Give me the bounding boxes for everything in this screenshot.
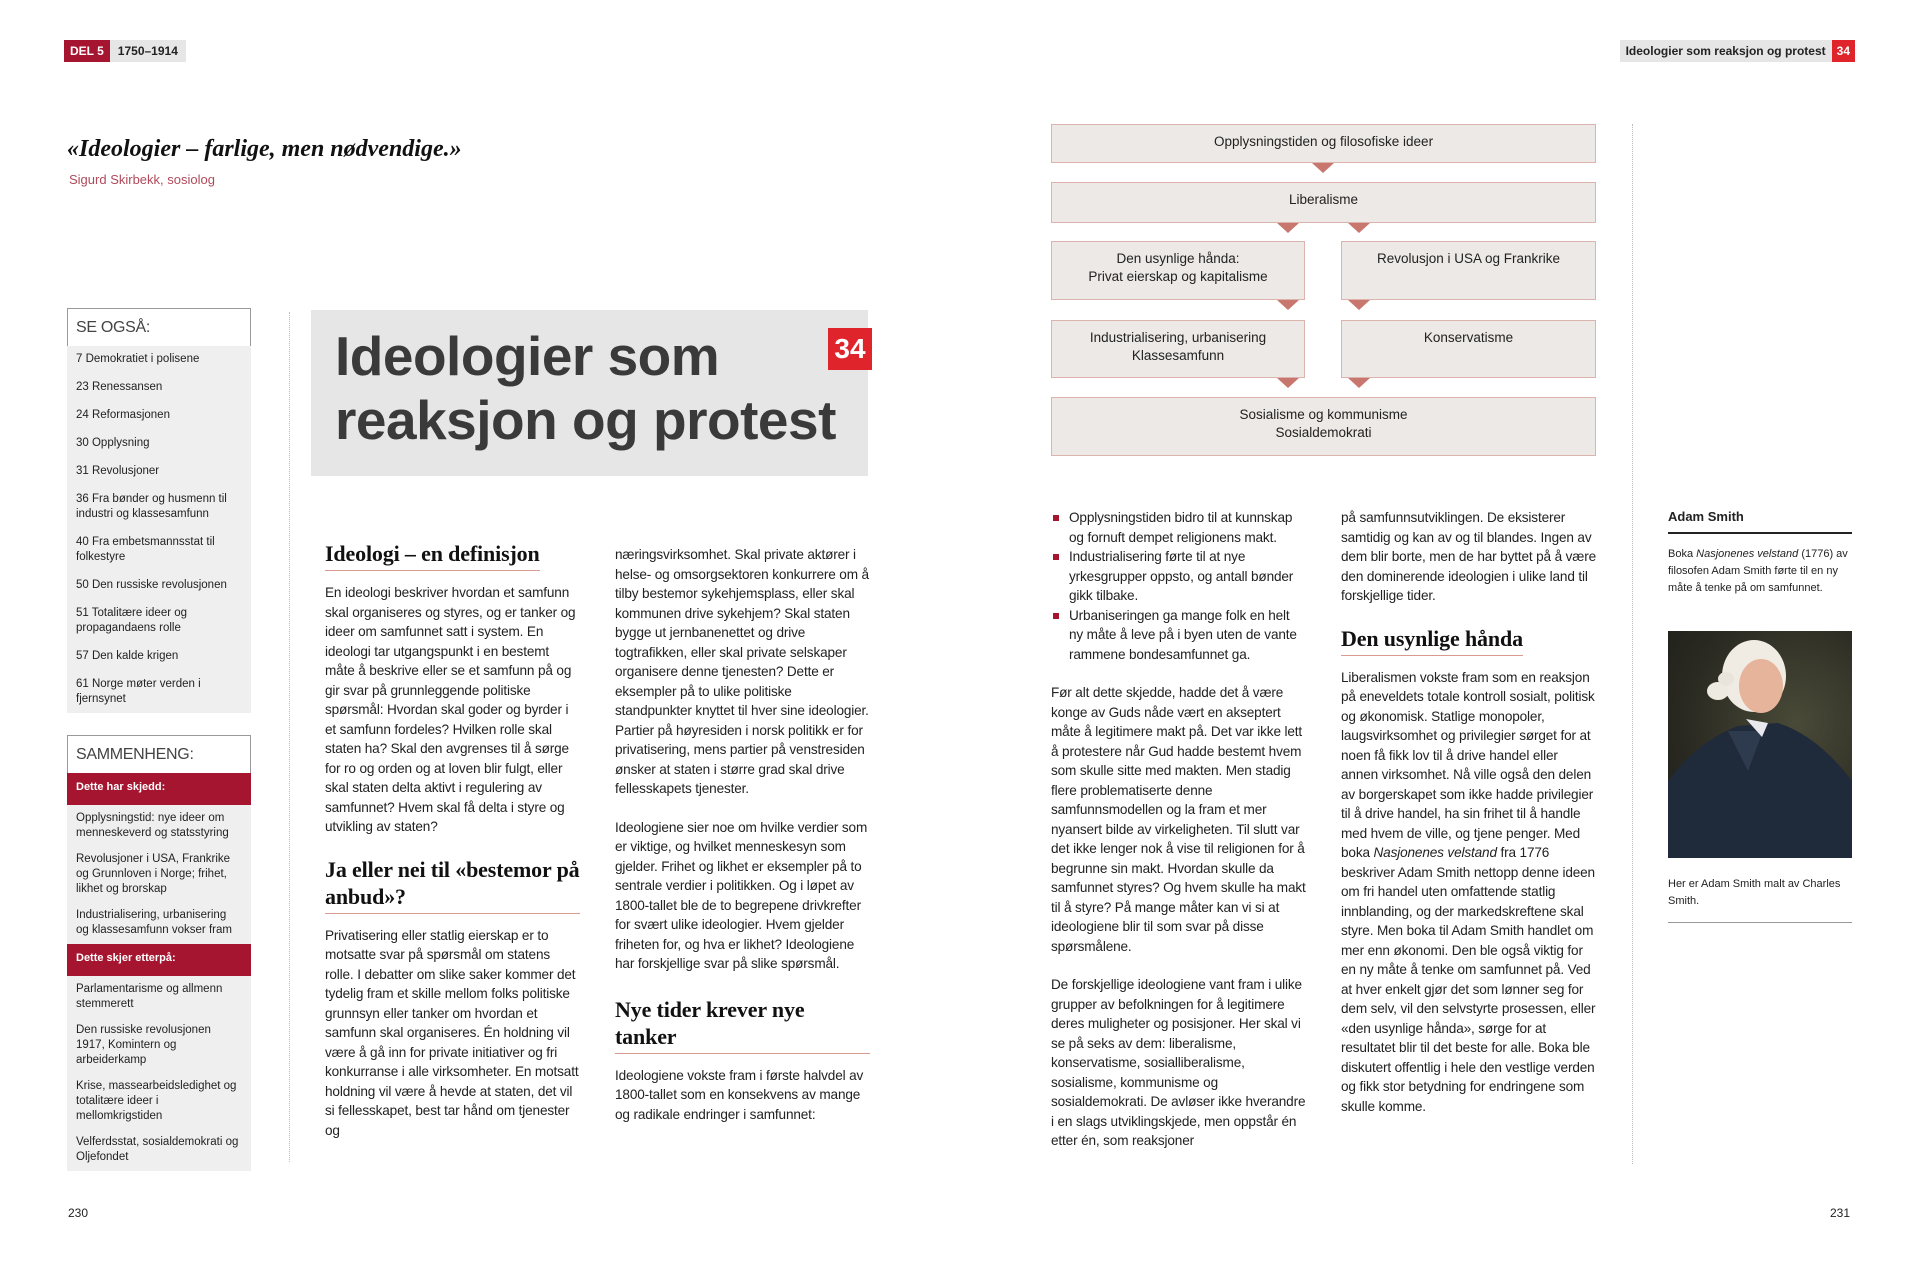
- chapter-number-badge: 34: [828, 328, 872, 370]
- arrow-down-icon: [1277, 223, 1299, 233]
- context-item: Revolusjoner i USA, Frankrike og Grunnloven i Norge; frihet, likhet og brorskap: [76, 853, 231, 895]
- flow-label: Privat eierskap og kapitalisme: [1088, 269, 1268, 284]
- arrow-down-icon: [1277, 378, 1299, 388]
- see-also-link[interactable]: 57 Den kalde krigen: [76, 650, 179, 662]
- flow-box-industrialisation: [1051, 320, 1305, 378]
- see-also-link[interactable]: 7 Demokratiet i polisene: [76, 353, 200, 365]
- column-divider: [1632, 124, 1633, 1164]
- section-heading: Ideologi – en definisjon: [325, 540, 540, 571]
- part-label: DEL 5: [64, 40, 110, 62]
- paragraph: Før alt dette skjedde, hadde det å være konge av Guds nåde vært en akseptert måte å legitimere makt på. Det var ikke lett å protestere når Gud hadde bestemt hvem som skulle sitte med makten. Men stadig flere problematiserte denne samfunnsmodellen og la fram et mer nyansert bilde av virkeligheten. Til slutt var det ikke lenger nok å vise til religionen for å begrunne sin makt. Hvordan skulle da samfunnet styres? Og hvem skulle ha makt til å styre? På mange måter kan vi si at ideologiene blir til som svar på disse spørsmålene.: [1051, 685, 1306, 954]
- see-also-link[interactable]: 50 Den russiske revolusjonen: [76, 579, 227, 591]
- flow-label: Industrialisering, urbanisering: [1089, 330, 1267, 345]
- flow-label: Opplysningstiden og filosofiske ideer: [1213, 134, 1434, 149]
- book-title: Nasjonenes velstand: [1373, 845, 1497, 860]
- bullet-list: [1051, 508, 1306, 664]
- text-run: Liberalismen vokste fram som en reaksjon på eneveldets totale kontroll sosialt, politisk og økonomisk. Statlige monopoler, laugsvirksomhet og privilegier sørget for at noen få fikk lov til å drive handel eller annen virksomhet. Nå ville også den delen av borgerskapet som ikke hadde privilegier til å drive handel, ha sin frihet til å handle med hvem de ville, og tjene penger. Med boka: [1341, 669, 1595, 860]
- text-column-3: [1051, 508, 1306, 1170]
- after-band: Dette skjer etterpå:: [67, 944, 251, 976]
- bullet-item: Industrialisering førte til at nye yrkesgrupper oppsto, og antall bønder gikk tilbake.: [1051, 547, 1306, 606]
- page-number-left: 230: [68, 1206, 89, 1220]
- context-item: Velferdsstat, sosialdemokrati og Oljefondet: [76, 1136, 239, 1163]
- part-tag: [64, 40, 186, 62]
- flow-box-enlightenment: [1051, 124, 1596, 163]
- epigraph-attribution: Sigurd Skirbekk, sosiolog: [69, 172, 215, 187]
- epigraph-quote: «Ideologier – farlige, men nødvendige.»: [67, 136, 462, 162]
- chapter-title: [335, 324, 836, 452]
- see-also-link[interactable]: 23 Renessansen: [76, 381, 163, 393]
- paragraph: Ideologiene vokste fram i første halvdel av 1800-tallet som en konsekvens av mange og radikale endringer i samfunnet:: [615, 1067, 864, 1122]
- bullet-item: Opplysningstiden bidro til at kunnskap og fornuft dempet religionens makt.: [1051, 508, 1306, 547]
- text-run: Boka: [1668, 548, 1697, 560]
- running-chapter-number: 34: [1832, 40, 1855, 62]
- flow-label: Klassesamfunn: [1131, 348, 1225, 363]
- context-item: Industrialisering, urbanisering og klassesamfunn vokser fram: [76, 909, 232, 936]
- running-chapter-title: Ideologier som reaksjon og protest: [1620, 40, 1832, 62]
- text-run: (1776) av filosofen Adam Smith førte til en ny måte å tenke på om samfunnet.: [1668, 548, 1848, 594]
- flow-label: Sosialdemokrati: [1275, 425, 1372, 440]
- chapter-title-box: [311, 310, 868, 476]
- portrait-image: [1668, 631, 1852, 858]
- arrow-down-icon: [1312, 163, 1334, 173]
- arrow-down-icon: [1277, 300, 1299, 310]
- page-number-right: 231: [1830, 1206, 1851, 1220]
- flow-label: Den usynlige hånda:: [1116, 251, 1240, 266]
- paragraph: De forskjellige ideologiene vant fram i ulike grupper av befolkningen for å legitimere deres muligheter og posisjoner. Her skal vi se på seks av dem: liberalisme, konservatisme, sosialliberalisme, sosialisme, kommunisme og sosialdemokrati. De avløser ikke hverandre i en slags utviklingskjede, men oppstår én etter én, som reaksjoner: [1051, 977, 1306, 1148]
- see-also-link[interactable]: 40 Fra embetsmannsstat til folkestyre: [76, 536, 215, 563]
- paragraph: næringsvirksomhet. Skal private aktører i helse- og omsorgsektoren konkurrere om å tilby bestemor sykehjemsplass, eller skal kommunen drive sykehjem? Skal staten bygge ut jernbanenettet og drive togtrafikken, eller skal private selskaper organisere denne tjenesten? Dette er eksempler på to ulike politiske standpunkter knyttet til hver sine ideologier. Partier på høyresiden i norsk politikk er for privatisering, mens partier på venstresiden ønsker at staten i større grad skal drive fellesskapets tjenester.: [615, 547, 869, 796]
- factbox-heading: Adam Smith: [1668, 508, 1852, 534]
- see-also-heading: SE OGSÅ:: [67, 308, 251, 346]
- flow-box-conservatism: [1341, 320, 1596, 378]
- context-item: Parlamentarisme og allmenn stemmerett: [76, 983, 223, 1010]
- flow-label: Sosialisme og kommunisme: [1239, 407, 1408, 422]
- paragraph: En ideologi beskriver hvordan et samfunn skal organiseres og styres, og er tanker og ideer om samfunnet satt i system. En ideologi tar utgangspunkt i en bestemt måte å beskrive eller se et samfunn på og gir svar på grunnleggende politiske spørsmål: Hvordan skal goder og byrder i et samfunn fordeles? Hvilken rolle skal staten ha? Skal den avgrenses til å sørge for ro og orden og at loven blir fulgt, eller skal staten delta aktivt i regulering av samfunnet? Hvem skal få delta i styre og utvikling av staten?: [325, 585, 576, 834]
- section-heading: Nye tider krever nye tanker: [615, 996, 870, 1054]
- see-also-link[interactable]: 61 Norge møter verden i fjernsynet: [76, 678, 201, 705]
- text-column-4: [1341, 508, 1596, 1135]
- flow-box-invisible-hand: [1051, 241, 1305, 300]
- see-also-link[interactable]: 30 Opplysning: [76, 437, 150, 449]
- arrow-down-icon: [1348, 300, 1370, 310]
- see-also-link[interactable]: 31 Revolusjoner: [76, 465, 160, 477]
- paragraph: [1341, 668, 1596, 1117]
- book-title: Nasjonenes velstand: [1696, 548, 1799, 560]
- paragraph: Privatisering eller statlig eierskap er to motsatte svar på spørsmål om statens rolle. I debatter om slike saker kommer det tydelig fram et skille mellom folks politiske grunnsyn eller tanker om hvordan et samfunn skal organiseres. Én holdning vil være å gå inn for private initiativer og fri konkurranse i alle virksomheter. En motsatt holdning vil være å hevde at staten, det vil si fellesskapet, best tar hånd om tjenester og: [325, 927, 579, 1138]
- see-also-link[interactable]: 24 Reformasjonen: [76, 409, 170, 421]
- before-band: Dette har skjedd:: [67, 773, 251, 805]
- flow-label: Revolusjon i USA og Frankrike: [1376, 251, 1561, 266]
- flow-box-liberalism: [1051, 182, 1596, 223]
- text-column-1: [325, 540, 580, 1159]
- ideology-flowchart: [1051, 124, 1596, 459]
- adam-smith-factbox: [1668, 508, 1852, 597]
- portrait-caption: Her er Adam Smith malt av Charles Smith.: [1668, 876, 1852, 923]
- paragraph: på samfunnsutviklingen. De eksisterer samtidig og kan av og til blandes. Ingen av dem blir borte, men de har byttet på å være den dominerende ideologien i ulike land til forskjellige tider.: [1341, 510, 1596, 603]
- paragraph: Ideologiene sier noe om hvilke verdier som er viktige, og hvilket menneskesyn som gjelder. Frihet og likhet er eksempler på to sentrale verdier i politikken. Og i løpet av 1800-tallet ble de to begrepene drivkrefter for svært ulike ideologier. Hvem gjelder friheten for, og hva er likhet? Ideologiene har forskjellige svar på slike spørsmål.: [615, 819, 868, 971]
- adam-smith-portrait: [1668, 631, 1852, 858]
- context-heading: SAMMENHENG:: [67, 735, 251, 773]
- section-heading: Ja eller nei til «bestemor på anbud»?: [325, 856, 580, 914]
- bullet-item: Urbaniseringen ga mange folk en helt ny måte å leve på i byen uten de vante rammene bondesamfunnet ga.: [1051, 606, 1306, 665]
- text-column-2: [615, 545, 870, 1143]
- flow-label: Liberalisme: [1288, 192, 1359, 207]
- flow-box-socialism: [1051, 397, 1596, 456]
- section-heading: Den usynlige hånda: [1341, 625, 1523, 656]
- see-also-link[interactable]: 36 Fra bønder og husmenn til industri og klassesamfunn: [76, 493, 227, 520]
- see-also-box: [67, 308, 251, 713]
- arrow-down-icon: [1348, 223, 1370, 233]
- arrow-down-icon: [1348, 378, 1370, 388]
- flow-label: Konservatisme: [1423, 330, 1514, 345]
- see-also-link[interactable]: 51 Totalitære ideer og propagandaens rolle: [76, 607, 188, 634]
- factbox-text: [1668, 546, 1852, 597]
- context-item: Krise, massearbeidsledighet og totalitære ideer i mellomkrigstiden: [76, 1080, 237, 1122]
- context-item: Opplysningstid: nye ideer om menneskeverd og statsstyring: [76, 812, 229, 839]
- text-run: fra 1776 beskriver Adam Smith nettopp denne ideen om fri handel uten omfattende statlig innblanding, og der markedskreftene skal styre. Men boka til Adam Smith handlet om mer enn økonomi. Den ble også viktig for en ny måte å tenke om samfunnet på. Ved at hver enkelt gjør det som lønner seg for dem selv, vil den selvstyrte prosessen, eller «den usynlige hånda», sørge for at resultatet blir til det beste for alle. Boka ble diskutert offentlig i hele den vestlige verden og fikk stor betydning for endringene som skulle komme.: [1341, 845, 1596, 1114]
- context-box: [67, 735, 251, 1171]
- column-divider: [289, 312, 290, 1162]
- title-line: Ideologier som: [335, 325, 720, 387]
- context-item: Den russiske revolusjonen 1917, Komintern og arbeiderkamp: [76, 1024, 211, 1066]
- flow-box-revolutions: [1341, 241, 1596, 300]
- title-line: reaksjon og protest: [335, 389, 836, 451]
- chapter-tag: [1620, 40, 1855, 62]
- period-label: 1750–1914: [110, 40, 186, 62]
